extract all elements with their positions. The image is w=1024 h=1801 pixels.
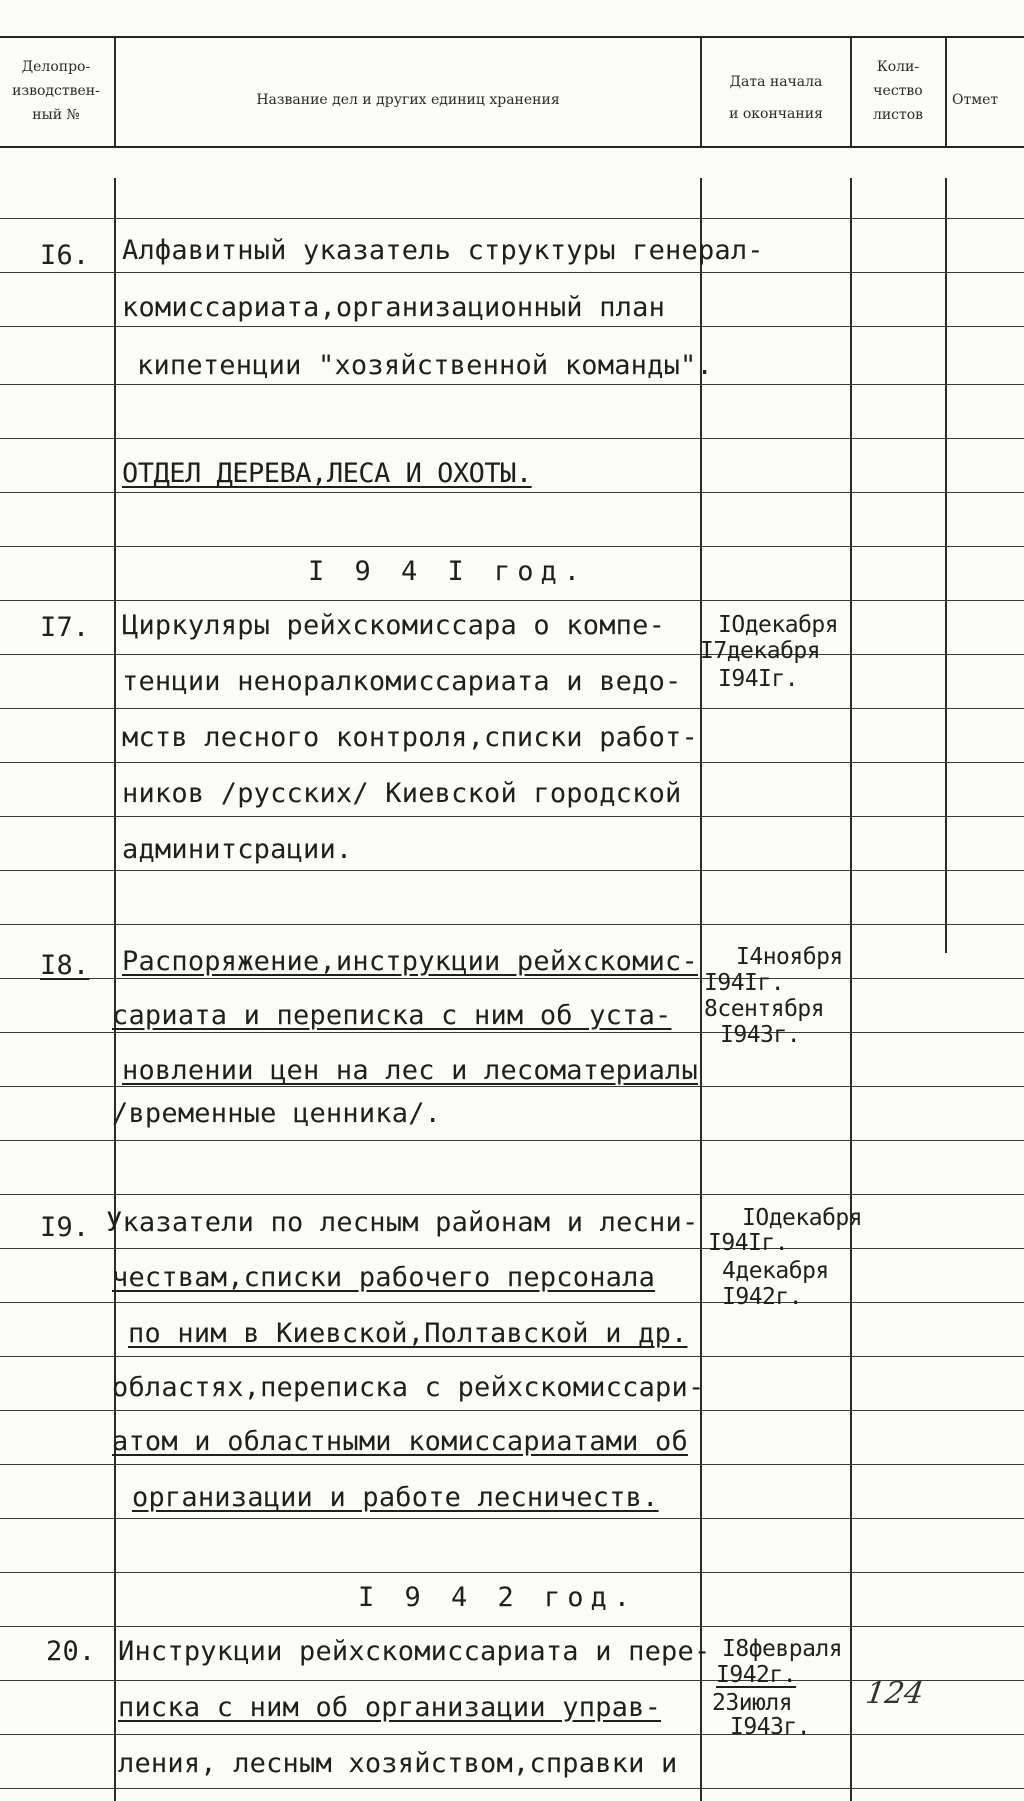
rule-line	[0, 1140, 1024, 1141]
rule-line	[0, 1194, 1024, 1195]
rule-line	[0, 1626, 1024, 1627]
entry-title-line: тенции неноралкомиссариата и ведо-	[122, 666, 682, 697]
entry-date: 23июля	[712, 1690, 793, 1716]
body-divider-dates	[700, 178, 702, 1801]
rule-line	[0, 272, 1024, 273]
header-divider-2	[700, 38, 702, 146]
entry-number: 20.	[46, 1636, 96, 1667]
rule-line	[0, 1734, 1024, 1735]
entry-title-line: писка с ним об организации управ-	[118, 1692, 662, 1723]
rule-line	[0, 600, 1024, 601]
entry-title-line: кипетенции "хозяйственной команды".	[137, 350, 713, 381]
entry-title-line: организации и работе лесничеств.	[132, 1482, 659, 1513]
entry-title-line: Циркуляры рейхскомиссара о компе-	[122, 610, 666, 641]
entry-title-line: комиссариата,организационный план	[122, 292, 666, 323]
entry-number: I9.	[40, 1212, 90, 1243]
header-col-dates: Дата начала и окончания	[729, 74, 823, 122]
entry-date: I94Iг.	[704, 970, 785, 996]
header-top-border	[0, 36, 1024, 38]
entry-date: I943г.	[720, 1022, 801, 1048]
entry-title-line: чествам,списки рабочего персонала	[112, 1262, 656, 1293]
entry-title-line: мств лесного контроля,списки работ-	[122, 722, 698, 753]
header-col-number: Делопро- изводствен- ный №	[12, 59, 100, 123]
rule-line	[0, 1788, 1024, 1789]
entry-number: I7.	[40, 612, 90, 643]
rule-line	[0, 1302, 1024, 1303]
entry-title-line: Инструкции рейхскомиссариата и пере-	[118, 1636, 711, 1667]
entry-title-line: /временные ценника/.	[112, 1098, 442, 1129]
rule-line	[0, 492, 1024, 493]
entry-date: I94Iг.	[718, 666, 799, 692]
header-col-notes: Отмет	[952, 92, 999, 108]
section-heading: ОТДЕЛ ДЕРЕВА,ЛЕСА И ОХОТЫ.	[122, 458, 532, 489]
entry-date: 4декабря	[722, 1258, 829, 1284]
entry-title-line: областях,переписка с рейхскомиссари-	[112, 1372, 705, 1403]
entry-date: 8сентября	[704, 996, 825, 1022]
rule-line	[0, 654, 1024, 655]
sheet-count-handwritten: 124	[863, 1676, 926, 1711]
entry-number: I6.	[40, 240, 90, 271]
rule-line	[0, 384, 1024, 385]
header-bottom-border	[0, 146, 1024, 148]
year-heading: I 9 4 2 год.	[358, 1582, 638, 1613]
rule-line	[0, 1248, 1024, 1249]
rule-line	[0, 1410, 1024, 1411]
entry-title-line: ления, лесным хозяйством,справки и	[118, 1748, 678, 1779]
rule-line	[0, 978, 1024, 979]
entry-date: I7декабря	[700, 638, 821, 664]
rule-line	[0, 218, 1024, 219]
rule-line	[0, 1032, 1024, 1033]
rule-line	[0, 1572, 1024, 1573]
header-col-sheets: Коли- чество листов	[872, 59, 924, 123]
entry-title-line: атом и областными комиссариатами об	[112, 1426, 688, 1457]
entry-date: I4ноября	[736, 944, 843, 970]
body-divider-sheets	[850, 178, 852, 1801]
header-divider-4	[945, 38, 947, 146]
entry-date: IОдекабря	[718, 612, 839, 638]
entry-number: I8.	[40, 950, 90, 981]
header-col-title: Название дел и других единиц хранения	[256, 92, 560, 108]
entry-title-line: сариата и переписка с ним об уста-	[112, 1000, 672, 1031]
rule-line	[0, 870, 1024, 871]
entry-title-line: Алфавитный указатель структуры генерал-	[122, 235, 764, 266]
entry-title-line: по ним в Киевской,Полтавской и др.	[128, 1318, 688, 1349]
rule-line	[0, 546, 1024, 547]
entry-date: IОдекабря	[742, 1205, 863, 1231]
entry-date: I943г.	[730, 1714, 811, 1740]
year-heading: I 9 4 I год.	[308, 556, 588, 587]
entry-title-line: админитсрации.	[122, 834, 353, 865]
entry-date: I942г.	[722, 1284, 803, 1310]
header-divider-1	[114, 38, 116, 146]
rule-line	[0, 816, 1024, 817]
entry-title-line: ников /русских/ Киевской городской	[122, 778, 682, 809]
body-divider-title	[114, 178, 116, 1801]
body-divider-notes	[945, 178, 947, 953]
rule-line	[0, 1356, 1024, 1357]
header-divider-3	[850, 38, 852, 146]
rule-line	[0, 924, 1024, 925]
rule-line	[0, 1518, 1024, 1519]
entry-date: I94Iг.	[708, 1230, 789, 1256]
rule-line	[0, 708, 1024, 709]
entry-date: I8февраля	[722, 1636, 843, 1662]
rule-line	[0, 438, 1024, 439]
entry-title-line: Распоряжение,инструкции рейхскомис-	[122, 946, 698, 977]
rule-line	[0, 1464, 1024, 1465]
rule-line	[0, 762, 1024, 763]
entry-title-line: новлении цен на лес и лесоматериалы	[122, 1055, 698, 1086]
rule-line	[0, 326, 1024, 327]
entry-title-line: Указатели по лесным районам и лесни-	[106, 1207, 699, 1238]
entry-date: I942г.	[716, 1662, 797, 1688]
